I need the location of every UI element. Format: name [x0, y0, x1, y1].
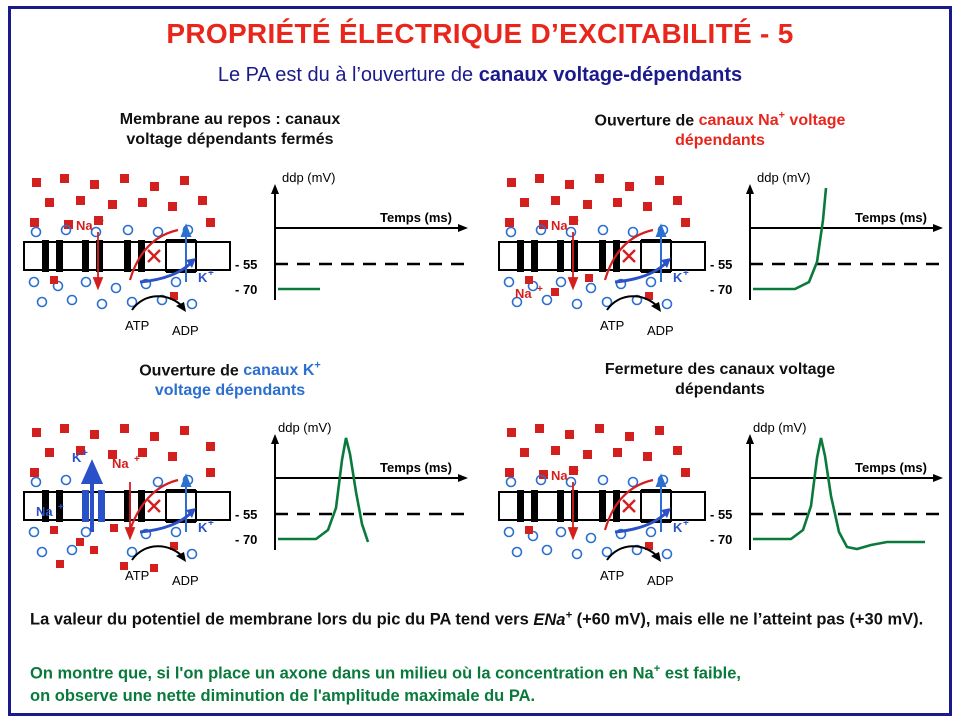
pump-block-marker: [148, 250, 160, 262]
chart-closed: [710, 420, 943, 550]
na-label-sup: +: [134, 454, 140, 465]
subtitle-bold: canaux voltage-dépendants: [478, 64, 743, 86]
k-label-sup: +: [683, 518, 689, 529]
atp-adp-arrowhead: [176, 552, 186, 562]
chart-resting: [235, 170, 468, 300]
panel-title-k-open-plain: Ouverture de: [139, 362, 244, 380]
k-label: K: [673, 270, 683, 285]
svg-text:ddp (mV): ddp (mV): [282, 170, 336, 185]
panel-title-resting-line1: Membrane au repos : canaux: [119, 111, 341, 128]
diagram-na-open-svg: [495, 170, 950, 350]
footer-p1-b: (+60 mV), mais elle ne l’atteint pas (+30 mV).: [572, 610, 924, 629]
k-label-sup: +: [208, 518, 214, 529]
k-label: K: [198, 270, 208, 285]
pump-block-marker: [148, 500, 160, 512]
svg-text:- 70: - 70: [235, 282, 258, 297]
footer-p2-line2: on observe une nette diminution de l'amplitude maximale du PA.: [30, 686, 536, 705]
na-label-sup: +: [98, 216, 104, 227]
na-label: Na: [76, 218, 93, 233]
diagram-k-open-svg: [20, 420, 470, 600]
diagram-resting: [20, 170, 470, 350]
na-label-left: Na: [36, 504, 53, 519]
page-title: PROPRIÉTÉ ÉLECTRIQUE D’EXCITABILITÉ - 5: [166, 18, 794, 49]
sodium-ions-inside: [50, 524, 178, 572]
diagram-closed-svg: [495, 420, 950, 600]
svg-text:- 55: - 55: [710, 507, 733, 522]
footer-p1-a: La valeur du potentiel de membrane lors du pic du PA tend vers: [30, 610, 534, 629]
panel-title-k-open-line1: [20, 360, 440, 381]
svg-text:ddp (mV): ddp (mV): [278, 420, 332, 435]
na-label: Na: [551, 468, 568, 483]
panel-title-resting-line2: voltage dépendants fermés: [126, 131, 334, 148]
svg-text:Temps (ms): Temps (ms): [855, 210, 927, 225]
k-label-top: K: [72, 450, 82, 465]
footer-paragraph-2: [30, 662, 930, 707]
panel-title-na-open-red: canaux Na+ voltage: [698, 110, 846, 130]
diagram-na-open: [495, 170, 950, 350]
footer-p2-line1: On montre que, si l'on place un axone dans un milieu où la concentration en Na+ est faible,: [30, 663, 741, 683]
na-label-sup: +: [573, 216, 579, 227]
panel-title-closed-line1: Fermeture des canaux voltage: [604, 361, 836, 378]
svg-text:- 70: - 70: [235, 532, 258, 547]
panel-title-k-open: [20, 360, 440, 401]
k-efflux-arrow: [182, 476, 190, 532]
svg-text:- 55: - 55: [710, 257, 733, 272]
adp-label: ADP: [172, 573, 199, 588]
na-label: Na: [112, 456, 129, 471]
atp-adp-arrowhead: [651, 552, 661, 562]
sodium-ions-outside: [505, 174, 690, 229]
chart-k-open: [235, 420, 468, 550]
panel-title-resting: [20, 110, 440, 150]
atp-label: ATP: [600, 318, 625, 333]
panel-title-na-open-line1: [500, 110, 940, 131]
closed-channels: [517, 240, 620, 272]
diagram-closed: [495, 420, 950, 600]
na-label-inside: Na: [515, 286, 532, 301]
atp-label: ATP: [600, 568, 625, 583]
footer-paragraph-1: [30, 608, 930, 631]
svg-text:- 55: - 55: [235, 257, 258, 272]
footer-p1-em: ENa+: [533, 609, 573, 629]
adp-label: ADP: [172, 323, 199, 338]
panel-title-closed-line2: dépendants: [675, 381, 765, 398]
k-label-sup: +: [683, 268, 689, 279]
svg-text:- 70: - 70: [710, 282, 733, 297]
diagram-resting-svg: [20, 170, 470, 350]
closed-channels: [42, 240, 145, 272]
adp-label: ADP: [647, 323, 674, 338]
sodium-ions-outside: [505, 424, 690, 479]
pump-block-marker: [623, 500, 635, 512]
panel-title-k-open-blue: canaux K+: [243, 360, 321, 380]
k-label-sup: +: [208, 268, 214, 279]
k-efflux-arrow: [657, 226, 665, 282]
k-efflux-arrow: [657, 476, 665, 532]
atp-adp-arrowhead: [176, 302, 186, 312]
atp-adp-arrowhead: [651, 302, 661, 312]
k-label: K: [198, 520, 208, 535]
k-label-top-sup: +: [82, 448, 88, 459]
svg-text:Temps (ms): Temps (ms): [380, 460, 452, 475]
pump-block-marker: [623, 250, 635, 262]
svg-text:Temps (ms): Temps (ms): [380, 210, 452, 225]
k-efflux-arrow: [182, 226, 190, 282]
sodium-ions-outside: [30, 174, 215, 229]
svg-text:- 55: - 55: [235, 507, 258, 522]
svg-text:ddp (mV): ddp (mV): [753, 420, 807, 435]
na-label-sup: +: [573, 466, 579, 477]
atp-label: ATP: [125, 568, 150, 583]
chart-na-open: [710, 170, 943, 300]
closed-channels: [517, 490, 620, 522]
atp-label: ATP: [125, 318, 150, 333]
k-label: K: [673, 520, 683, 535]
svg-text:- 70: - 70: [710, 532, 733, 547]
na-label-left-sup: +: [58, 502, 64, 513]
svg-text:ddp (mV): ddp (mV): [757, 170, 811, 185]
na-label-inside-sup: +: [537, 284, 543, 295]
panel-title-k-open-line2: voltage dépendants: [154, 382, 306, 400]
na-label: Na: [551, 218, 568, 233]
panel-title-na-open-plain: Ouverture de: [594, 112, 699, 130]
adp-label: ADP: [647, 573, 674, 588]
panel-title-closed: [500, 360, 940, 400]
panel-title-na-open: [500, 110, 940, 151]
svg-text:Temps (ms): Temps (ms): [855, 460, 927, 475]
diagram-k-open: [20, 420, 470, 600]
subtitle-plain: Le PA est du à l’ouverture de: [217, 64, 479, 86]
panel-title-na-open-line2: dépendants: [675, 132, 765, 150]
page-subtitle: [0, 64, 960, 87]
